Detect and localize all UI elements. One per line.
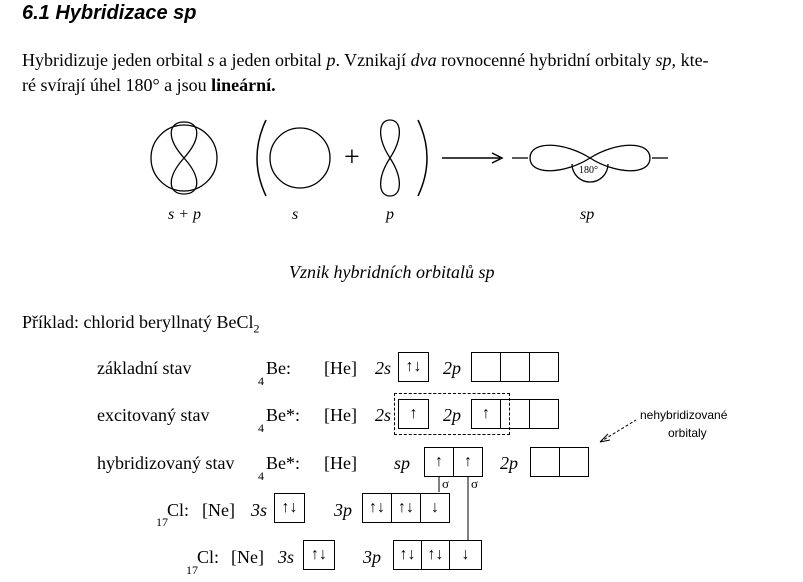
atomic-number: 4 <box>258 421 264 435</box>
orbital-label: 2s <box>375 405 392 425</box>
intro-dva: dva <box>410 50 437 70</box>
atomic-number: 17 <box>186 563 198 577</box>
orbital-label: 3s <box>278 547 295 567</box>
orbital-box: ↑↓ <box>303 540 335 570</box>
state-label: excitovaný stav <box>97 405 210 425</box>
orbital-box: ↓ <box>449 540 482 570</box>
core-config: [Ne] <box>231 547 264 567</box>
orbital-label: 2p <box>500 453 518 473</box>
atom-symbol: Be*: <box>266 405 300 425</box>
orbital-label: sp <box>394 453 411 473</box>
label-s: s <box>292 206 299 223</box>
intro-text: rovnocenné hybridní orbitaly <box>436 50 656 70</box>
section-heading: 6.1 Hybridizace sp <box>22 2 197 24</box>
orbital-label: 2p <box>443 358 461 378</box>
intro-sp: sp, <box>655 50 677 70</box>
orbital-box: ↑ <box>453 447 483 477</box>
atom-symbol: Cl: <box>197 547 220 567</box>
angle-label: 180° <box>579 165 598 176</box>
state-label: základní stav <box>97 358 192 378</box>
intro-text: kte- <box>676 50 709 70</box>
core-config: [He] <box>324 453 357 473</box>
orbital-box: ↑ <box>471 399 501 429</box>
note-line1: nehybridizované <box>640 408 728 422</box>
core-config: [He] <box>324 405 357 425</box>
intro-linearni: lineární. <box>211 75 276 95</box>
orbital-box: ↑↓ <box>421 540 450 570</box>
core-config: [Ne] <box>202 500 235 520</box>
orbital-box: ↑↓ <box>274 493 305 523</box>
intro-text: ré svírají úhel 180° a jsou <box>22 75 212 95</box>
sigma-label: σ <box>471 476 479 491</box>
note-line2: orbitaly <box>668 426 707 440</box>
intro-text: Hybridizuje jeden orbital <box>22 50 208 70</box>
label-p: p <box>386 206 394 223</box>
orbital-label: 3p <box>334 500 352 520</box>
atom-symbol: Be*: <box>266 453 300 473</box>
plus-sign: + <box>344 142 360 173</box>
label-sp: sp <box>580 206 595 223</box>
atomic-number: 4 <box>258 374 264 388</box>
core-config: [He] <box>324 358 357 378</box>
intro-text: . Vznikají <box>335 50 411 70</box>
atomic-number: 17 <box>156 515 168 529</box>
intro-s: s <box>207 50 215 70</box>
orbital-box: ↓ <box>420 493 450 523</box>
label-sp-combo: s + p <box>168 206 202 223</box>
atom-symbol: Cl: <box>167 500 190 520</box>
orbital-label: 3s <box>251 500 268 520</box>
figure-caption: Vznik hybridních orbitalů sp <box>289 262 495 282</box>
example-title-sub: 2 <box>253 321 260 336</box>
state-label: hybridizovaný stav <box>97 453 235 473</box>
orbital-label: 2s <box>375 358 392 378</box>
orbital-label: 3p <box>363 547 381 567</box>
example-title-text: Příklad: chlorid beryllnatý BeCl <box>22 312 254 332</box>
orbital-box: ↑ <box>398 399 429 429</box>
orbital-box: ↑↓ <box>362 493 392 523</box>
orbital-box: ↑↓ <box>391 493 421 523</box>
atom-symbol: Be: <box>266 358 291 378</box>
orbital-box: ↑↓ <box>398 352 429 382</box>
intro-p: p <box>326 50 336 70</box>
sigma-label: σ <box>442 476 450 491</box>
orbital-box: ↑↓ <box>393 540 422 570</box>
atomic-number: 4 <box>258 469 264 483</box>
intro-text: a jeden orbital <box>214 50 327 70</box>
orbital-label: 2p <box>443 405 461 425</box>
orbital-box: ↑ <box>424 447 454 477</box>
